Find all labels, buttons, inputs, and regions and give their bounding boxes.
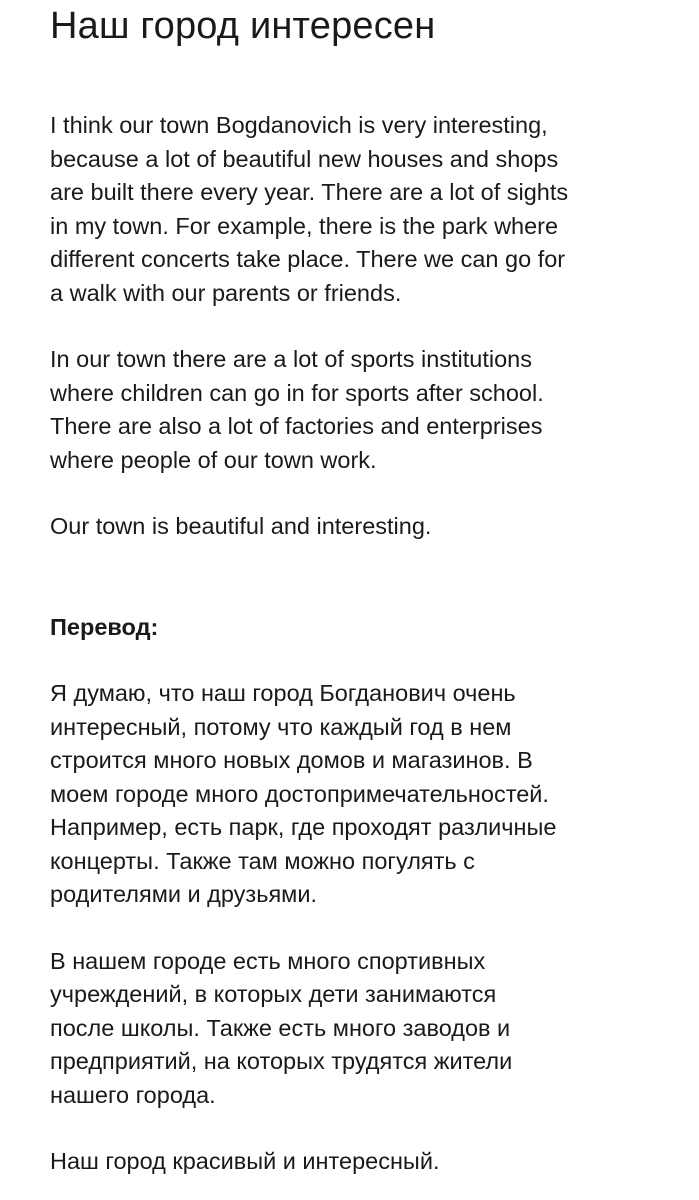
english-paragraph-1: I think our town Bogdanovich is very interesting, because a lot of beautiful new houses and shops are built there every year. There are a lot of sights in my town. For example, there is the park where different concerts take place. There we can go for a walk with our parents or friends. xyxy=(50,112,569,306)
page-title: Наш город интересен xyxy=(50,5,436,47)
english-paragraph-3: Our town is beautiful and interesting. xyxy=(50,513,432,539)
document-page xyxy=(50,0,680,1179)
english-paragraph-2: In our town there are a lot of sports institutions where children can go in for sports after school. There are also a lot of factories and enterprises where people of our town work. xyxy=(50,346,544,473)
translation-heading: Перевод: xyxy=(50,613,159,640)
russian-paragraph-3: Наш город красивый и интересный. xyxy=(50,1148,440,1174)
russian-paragraph-2: В нашем городе есть много спортивных учреждений, в которых дети занимаются после школы. Также есть много заводов и предприятий, на которых трудятся жители нашего города. xyxy=(50,947,513,1108)
russian-paragraph-1: Я думаю, что наш город Богданович очень интересный, потому что каждый год в нем строится много новых домов и магазинов. В моем городе много достопримечательностей. Например, есть парк, где проходят различные концерты. Также там можно погулять с родителями и друзьями. xyxy=(50,680,557,907)
